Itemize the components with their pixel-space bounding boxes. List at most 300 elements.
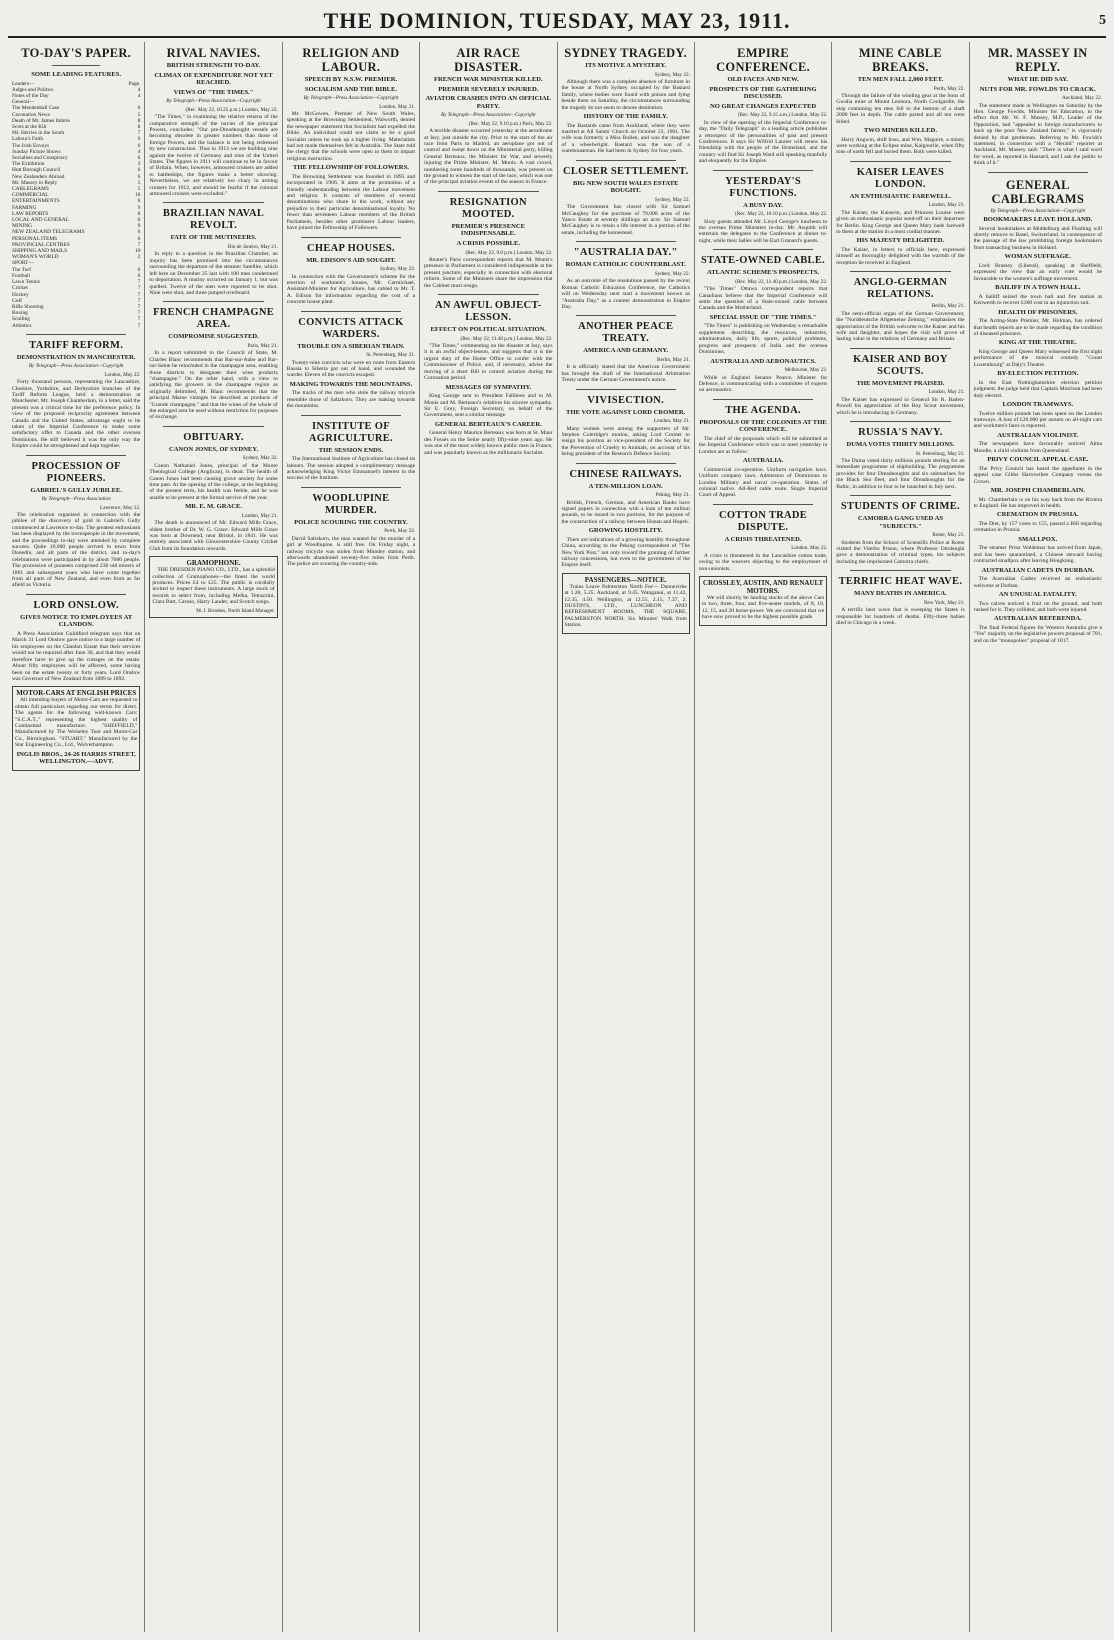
dateline: London, May 21. [241, 512, 278, 519]
index-line [12, 323, 140, 329]
index-label: Notes of the Day [12, 93, 49, 99]
cablegram-text: The final Federal figures for Western Australia give a "Yes" majority on the legislative powers proposal of 781, and on the "monopolies" proposal of 1017. [973, 625, 1102, 644]
dateline: Perth, May 22. [933, 85, 965, 92]
headline-peace-treaty: ANOTHER PEACE TREATY. [578, 321, 674, 345]
subhead: GIVES NOTICE TO EMPLOYEES AT CLANDON. [20, 613, 133, 629]
subhead: THE MOVEMENT PRAISED. [856, 379, 945, 387]
article-text: Reuter's Paris correspondent reports that M. Monis's presence in Parliament is considered indispensable at the present juncture, especially in connection with electoral reform. Some of the Ministers share the impression that the Cabinet must resign. [424, 257, 553, 289]
index-label: CABLEGRAMS [12, 186, 49, 193]
index-page: 10 [134, 248, 141, 255]
column-8 [969, 42, 1106, 1632]
divider [850, 495, 950, 496]
dateline: New York, May 21. [923, 599, 965, 606]
article-text: British, French, German, and American Banks have signed papers in connection with a loan of ten million pounds, to be issued in two portions, for the purpose of the construction of a railway between Hunan and Hupeh. [561, 499, 690, 525]
headline-chinese-railways: CHINESE RAILWAYS. [569, 468, 682, 480]
headline-massey-reply: MR. MASSEY IN REPLY. [988, 46, 1088, 74]
headline-state-cable: STATE-OWNED CABLE. [701, 255, 826, 267]
divider [988, 172, 1088, 173]
article-text: In connection with the Government's scheme for the erection of workmen's houses, Mr. Carmichael, Assistant-Minister for Agriculture, has cabled to Mr. T. A. Edison for information regarding the cost of a concrete house plant. [286, 273, 416, 306]
ad-text: We will shortly be landing stocks of the above Cars in two, three, four, and five-seater models, of 8, 10, 12, 15, and 20 horse-power. We are convinced that we have now proved to be the highest possible grade. [701, 594, 825, 621]
article-text: Canon Nathaniel Jones, principal of the Moore Theological College (Anglican), is dead. The health of Canon Jones had been causing grave anxiety for some time past. At the opening of the college, at the beginning of the present term, his health was feeble, and he was unable to be present at the formal service of the year. [149, 462, 278, 501]
index-page: 4 [137, 148, 141, 155]
subhead: NO GREAT CHANGES EXPECTED [709, 102, 817, 110]
article-text: Commercial co-operation. Uniform navigation laws. Uniform company laws. Admission of Dominions to London Military and naval co-operation. Status of colonial native. All-Red cable route. Single Imperial Court of Appeal. [698, 466, 828, 499]
index-label: General— [12, 99, 35, 106]
masthead-title: THE DOMINION, TUESDAY, MAY 23, 1911. [323, 8, 791, 33]
article-text: In view of the opening of the Imperial Conference to-day, the "Daily Telegraph" in a leading article publishes a retrospect of the personalities of past and present Conferences. It says Sir Wilfrid Laurier will renew his friendship with the people of the Homeland, and the country will find Sir Joseph Ward still speaking manfully and eloquently for the Empire. [698, 119, 828, 165]
headline-empire-conference: EMPIRE CONFERENCE. [716, 46, 811, 74]
subhead: HISTORY OF THE FAMILY. [583, 113, 668, 121]
subhead: PREMIER'S PRESENCE INDISPENSABLE. [451, 222, 526, 238]
subhead: OLD FACES AND NEW. [727, 76, 799, 83]
byline: By Telegraph—Press Association—Copyright [303, 95, 399, 102]
index-label: The Mendenhall Case [12, 105, 60, 112]
cablegram-title: LONDON TRAMWAYS. [1002, 400, 1074, 408]
headline-mine-cable: MINE CABLE BREAKS. [858, 46, 943, 74]
article-text: The International Institute of Agriculture has closed its labours. The session adopted a complimentary message acknowledging King Victor Emmanuel's interest in the success of the Institute. [286, 456, 416, 482]
subhead: NUTS FOR MR. FOWLDS TO CRACK. [979, 85, 1096, 93]
ad-text: Trains Leave Palmerston North For— Dannevirke at 1.20, 5.25. Auckland, at 9.45. Wanganui, at 11.42, 12.35, 4.50. Wellington, at 12.55, 2.15, 7.37, 2. DUSTIN'S, LTD., LUNCHEON AND REFRESHMENT ROOMS, THE SQUARE, PALMERSTON NORTH. Six Minutes' Walk from Station. [564, 583, 687, 629]
index-label: Boxing [12, 310, 28, 317]
dateline: (Rec. May 22, 9.15 a.m.) London, May 22. [737, 112, 828, 119]
divider [163, 426, 263, 427]
cablegram-text: The Australian Cadets received an enthusiastic welcome at Durban. [973, 576, 1102, 589]
headline-convicts: CONVICTS ATTACK WARDERS. [298, 316, 404, 340]
index-label: PERSONAL ITEMS [12, 235, 58, 242]
index-page: 7 [137, 279, 141, 286]
article-text: King George sent to President Fallières and to M. Monis and M. Berteaux's relatives his sincere sympathy. Sir E. Grey, Foreign Secretary, on behalf of the Government, sent a similar message. [424, 393, 553, 419]
article-text: "The Times," commenting on the disaster at Issy, says it is an awful object-lesson, and suggests that it is the urgent duty of the Home Office to confer with the Commissioner of Police, and, if necessary, advise the moving of a short Bill to control aviation during the Coronation period. [424, 343, 553, 382]
column-4 [419, 42, 556, 1632]
advertisement [149, 556, 277, 618]
index-label: Mr. Massey in Reply [12, 179, 58, 186]
ad-footer: INGLIS BROS., 24-26 HARRIS STREET, WELLINGTON.—ADVT. [16, 750, 136, 766]
article-text: "The Times" is publishing on Wednesday a remarkable supplement describing the resources, industries, administration, daily life, sports, political problems, progress and prospects of India and the oversea Dominions. [698, 323, 828, 356]
ad-footer: M. J. Brookes, North Island Manager. [196, 607, 275, 614]
ad-title: GRAMOPHONE. [186, 559, 241, 568]
index-label: Hockey [12, 291, 29, 298]
dateline: Lawrence, May 22. [100, 504, 141, 511]
divider [850, 161, 950, 162]
headline-procession: PROCESSION OF PIONEERS. [31, 460, 121, 484]
dateline: Rome, May 21. [932, 532, 965, 539]
subhead: MESSAGES OF SYMPATHY. [445, 383, 532, 391]
subhead: A CRISIS POSSIBLE. [456, 240, 521, 248]
divider [301, 237, 401, 238]
subhead: GROWING HOSTILITY. [588, 527, 663, 535]
headline-kaiser-leaves: KAISER LEAVES LONDON. [856, 166, 945, 190]
advertisement [699, 576, 827, 626]
index-page: 7 [137, 297, 141, 304]
headline-rival-navies: RIVAL NAVIES. [166, 46, 261, 60]
divider [438, 294, 538, 295]
article-text: The Kaiser, the Kaiserin, and Princess Louise were given an enthusiastic popular send-off on their departure for Berlin. King George and Queen Mary bade farewell to them at the station in a most cordial manner. [836, 209, 965, 236]
headline-agenda: THE AGENDA. [725, 404, 801, 416]
index-page: 7 [137, 285, 141, 292]
index-page: 6 [137, 173, 141, 180]
cablegram-title: KING AT THE THEATRE. [998, 339, 1077, 347]
cablegram-title: BAILIFF IN A TOWN HALL. [995, 284, 1081, 292]
divider [301, 487, 401, 488]
index-page: 7 [137, 241, 141, 248]
dateline: Peking, May 21. [655, 492, 690, 499]
dateline: Perth, May 22. [384, 528, 416, 535]
index-page: 8 [137, 117, 141, 124]
byline: By Telegraph—Press Association—Copyright [990, 207, 1086, 214]
cablegram-title: CREMATION IN PRUSSIA. [996, 511, 1079, 519]
index-label: ENTERTAINMENTS [12, 198, 60, 205]
index-label: NEW ZEALAND TELEGRAMS [12, 229, 85, 236]
index-label: Lawn Tennis [12, 279, 40, 286]
headline-anglo-german: ANGLO-GERMAN RELATIONS. [853, 277, 948, 301]
index-label: Judges and Politics [12, 86, 54, 93]
index-label: SHIPPING AND MAILS [12, 248, 68, 255]
column-1 [8, 42, 144, 1632]
cablegram-title: AN UNUSUAL FATALITY. [998, 591, 1077, 598]
cablegram-title: PRIVY COUNCIL APPEAL CASE. [987, 456, 1089, 464]
index-page: 7 [137, 291, 141, 298]
index-label: Scots at the Kilt [12, 124, 47, 131]
index-label: The Exhibition [12, 161, 45, 168]
subhead: THE VOTE AGAINST LORD CROMER. [566, 408, 686, 416]
dateline: London, May 21. [379, 103, 416, 110]
advertisement [12, 686, 140, 770]
index-page: 7 [137, 130, 141, 137]
subhead: PROPOSALS OF THE COLONIES AT THE CONFERENCE. [699, 418, 827, 434]
index-label: Cricket [12, 285, 28, 292]
index-page: 6 [137, 142, 141, 149]
subhead: MR. EDISON'S AID SOUGHT. [306, 256, 396, 264]
dateline: London, May 21. [653, 418, 690, 425]
subhead: THE SESSION ENDS. [318, 446, 384, 454]
divider [301, 415, 401, 416]
subhead: MAKING TOWARDS THE MOUNTAINS. [289, 380, 413, 388]
headline-religion-labour: RELIGION AND LABOUR. [302, 46, 400, 74]
divider [438, 191, 538, 192]
ad-title: PASSENGERS—NOTICE. [584, 575, 667, 584]
dateline: Melbourne, May 22. [784, 367, 828, 374]
cablegram-title: AUSTRALIAN CADETS IN DURBAN. [981, 566, 1095, 574]
article-text: A Press Association Guildford telegram says that on March 31 Lord Onslow gave notice to a large number of his employees on the Clandon Estate that their services would not be required after June 30, and that they would therefore have to give up the cottages on the estate. About fifty employees will be affected, some having been on the estate twenty or forty years. Lord Onslow was Governor of New Zealand from 1889 to 1892. [12, 631, 141, 682]
cablegram-title: HEALTH OF PRISONERS. [998, 308, 1078, 316]
index-label: Sunday Picture Shows [12, 148, 61, 155]
subhead: GENERAL BERTEAUX'S CAREER. [434, 420, 542, 428]
headline-functions: YESTERDAY'S FUNCTIONS. [725, 175, 801, 199]
index-page: 6 [137, 136, 141, 143]
column-2 [144, 42, 281, 1632]
cablegram-text: The steamer Prinz Waldemar has arrived from Japan, and has been quarantined, a Chinese steward having contracted smallpox after leaving Hongkong. [973, 545, 1102, 565]
dateline: London, May 22. [104, 371, 141, 378]
column-7 [831, 42, 968, 1632]
dateline: (Rec. May 22, 10.10 p.m.) London, May 22. [735, 211, 828, 218]
article-text: Harry Angwin, shift boss, and Wm. Maguire, a miner, were working at the Eclipse mine, Kalgoorlie, when fifty tons of earth fell and buried them. Both were killed. [836, 136, 965, 156]
headline-russia-navy: RUSSIA'S NAVY. [858, 426, 943, 438]
byline: By Telegraph—Press Association—Copyright [441, 112, 536, 119]
article-text: A crisis is threatened in the Lancashire cotton trade, owing to the weavers objecting to the employment of non-unionists. [698, 552, 828, 572]
divider [301, 311, 401, 312]
dateline: Berlin, May 21. [931, 303, 965, 310]
article-text: The Browning Settlement was founded in 1895 and incorporated in 1906. It aims at the promotion of a friendly understanding between the Labour movement and religion. It consists of members of several denominations who share in the work, without any prejudice to their particular denominational loyalty. No fewer than seventeen Labour members of the British Parliament, besides other prominent Labour leaders, have joined the Fellowship of Followers. [286, 173, 416, 232]
cablegram-text: In the East Nottinghamshire election petition judgment, the judge held that Captain Morrison had been duly elected. [973, 379, 1102, 399]
ad-title: MOTOR-CARS AT ENGLISH PRICES [16, 689, 137, 698]
index-page: 9 [137, 223, 141, 230]
ad-title: CROSSLEY, AUSTIN, AND RENAULT MOTORS. [702, 578, 824, 595]
index-label: Sculling [12, 316, 30, 323]
subhead: A TEN-MILLION LOAN. [588, 482, 663, 490]
index-page: 6 [137, 235, 141, 242]
dateline: St. Petersburg, May 21. [915, 450, 965, 457]
headline-tariff-reform: TARIFF REFORM. [29, 339, 124, 351]
dateline: Sydney, May 22. [242, 455, 278, 462]
index-page: 5 [137, 179, 141, 186]
article-text: Twenty-nine convicts who were en route from Eastern Russia to Siberia got out of hand, and wounded the warder. Eleven of the convicts escaped. [286, 359, 416, 379]
index-label: Death of Mr. James Imbrie [12, 117, 70, 124]
article-text: A terrible disaster occurred yesterday at the aerodrome at Issy, just outside the city. Prior to the start of the air race from Paris to Madrid, an aeroplane got out of control and swept down on the Ministerial party, killing General Berteaux, the Minister for War, and severely injuring the Prime Minister, M. Monis. A vast crowd, numbering some hundreds of thousands, was present on the ground to witness the start of the race, which was one of the principal aviation events of the season in France. [424, 128, 553, 186]
index-label: Mr. Herries in the South [12, 130, 65, 137]
article-text: General Henry Maurice Berteaux was born at St. Maur des Fossés on the Seine nearly fifty-nine years ago. He was one of the most widely known public men in France, and was popularly known as the millionaire Socialist. [424, 430, 553, 456]
index-page: 7 [137, 322, 141, 329]
dateline: Rio de Janeiro, May 21. [227, 244, 278, 251]
cablegram-title: AUSTRALIAN VIOLINIST. [997, 431, 1079, 439]
index-label: Hutt Borough Council [12, 167, 61, 174]
divider [850, 421, 950, 422]
index-page: 7 [137, 316, 141, 323]
cablegram-text: A bailiff seized the town hall and fire station at Kenwerth to recover £300 cost in an injunction suit. [973, 293, 1102, 307]
article-text: The tracks of the men who stole the railway tricycle resemble those of Saltzkorn. They are making towards the mountains. [286, 390, 416, 410]
subhead: COMPROMISE SUGGESTED. [168, 333, 259, 341]
index-page: 8 [137, 124, 141, 131]
subhead: SPEECH BY N.S.W. PREMIER. [304, 76, 398, 83]
subhead: A CRISIS THREATENED. [724, 535, 802, 543]
divider [576, 160, 676, 161]
subhead: EFFECT ON POLITICAL SITUATION. [430, 326, 547, 334]
headline-closer-settlement: CLOSER SETTLEMENT. [562, 165, 689, 177]
dateline: Sydney, May 22. [654, 196, 690, 203]
index-label: SPORT— [12, 260, 34, 267]
article-text: Through the failure of the winding gear at the Sons of Gwalia mine at Mount Leonora, North Coolgardie, the skip containing ten men fell to the bottom of a shaft 2000 feet in depth. The cable parted and all ten were killed. [836, 93, 965, 125]
columns [8, 42, 1106, 1632]
index-label: LAW REPORTS [12, 210, 49, 217]
article-text: The Government has closed with Sir Samuel McCaughey for the purchase of 79,000 acres of the Yanco Estate at seventy shillings an acre. Sir Samuel McCaughey is to retain a life interest in a portion of the estate, including the homestead. [561, 204, 690, 236]
cablegram-text: The Privy Council has heard the appellants in the appeal case Gibbs Harrowthee Company versus the Crown. [973, 465, 1102, 485]
headline-murder: WOODLUPINE MURDER. [312, 492, 390, 516]
article-text: "The Times," in examining the relative returns of the comparative strength of the navies of the principal Powers, concludes: "Our pre-Dreadnought vessels are becoming obsolete in greater numbers than those of foreign Powers, and the balance is not being redressed by new construction. Thus in 1913 we are building nine against the twelve of Germany and nine of the United States. The figures in 1911 will continue to be in favour of Britain. When, however, armoured cruisers are added to battleships, the figures make a better showing. Nevertheless, we are relatively too chary in arming cruisers for 1912, and should be fearful if the colonial armoured cruisers were excluded." [149, 114, 278, 198]
dateline: London, May 21. [928, 389, 965, 396]
subhead: TWO MINERS KILLED. [863, 127, 937, 135]
subhead: A BUSY DAY. [743, 201, 783, 209]
article-text: The semi-official organ of the German Government, the "Norddeutsche Allgemeine Zeitung," emphasises the appreciation of the British welcome to the Kaiser and his wife and daughter, and hopes the visit will prove of lasting value in the relations of Germany and Britain. [836, 310, 965, 343]
cablegram-title: AUSTRALIAN REFERENDA. [993, 615, 1082, 623]
subhead: BRITISH STRENGTH TO-DAY. [166, 62, 261, 69]
article-text: The death is announced of Mr. Edward Mills Grace, oldest brother of Dr. W. G. Grace. Edward Mills Grace was born at Downend, near Bristol, in 1841. He was entirely associated with Gloucestershire County Cricket Club from its foundation onwards. [149, 520, 278, 552]
article-text: The Duma voted thirty millions pounds sterling for an immediate programme of shipbuilding. The programme provides for four Dreadnoughts and six submarines for the Black Sea fleet, and four Dreadnoughts for the Baltic, in addition to four to be launched in July next. [836, 457, 965, 490]
index-label: COMMERCIAL [12, 192, 49, 199]
index-page: 6 [137, 272, 141, 279]
headline-todays-paper: TO-DAY'S PAPER. [21, 46, 132, 60]
subhead: DEMONSTRATION IN MANCHESTER. [16, 353, 136, 361]
article-text: The Bastards came from Auckland, where they were married at All Saints' Church on October 23, 1901. The wife was formerly a Miss Bullen, and was the daughter of a wheelwright. Bastard was the son of a warehouseman. He had been in Sydney for four years. [561, 122, 690, 155]
subhead: SPECIAL ISSUE OF "THE TIMES." [709, 313, 817, 321]
article-text: Sixty guests attended Mr. Lloyd George's luncheon to the oversea Prime Ministers to-day. Mr. Asquith will entertain the delegates to the Conference at dinner to-night, while their ladies will be Earl Granard's guests. [698, 218, 828, 244]
divider [713, 249, 813, 250]
cablegram-title: WOMAN SUFFRAGE. [1004, 253, 1071, 261]
index-label: MINING [12, 223, 33, 230]
index-page: 6 [137, 155, 141, 162]
headline-heat-wave: TERRIFIC HEAT WAVE. [838, 576, 963, 588]
subhead: AVIATOR CRASHES INTO AN OFFICIAL PARTY. [425, 95, 552, 110]
article-text: In a report submitted to the Council of State, M. Charles Blanc recommends that Bar-sur-Aube and Bar-sur-Seine be reincluded in the champagne area, enabling those districts to designate their wine products "champagne." On the other hand, with a view to satisfying the growers in the champagne region as originally delimited, M. Blanc recommends that the principal Marne vintages be described as products of "Grande champagne," and that the wines of the whole of the enlarged area be used without restriction for purposes of exchange. [149, 350, 278, 421]
headline-object-lesson: AN AWFUL OBJECT-LESSON. [435, 300, 542, 324]
article-text: As an outcome of the resolutions passed by the recent Roman Catholic Education Conference, the Catholics will on Wednesday next start a movement known as "Australia Day," as a counter demonstration to Empire Day. [561, 278, 690, 310]
dateline: Berlin, May 21. [657, 356, 690, 363]
cablegram-text: The Diet, by 157 votes to 155, passed a Bill regarding cremation in Prussia. [973, 520, 1102, 534]
cablegram-title: BY-ELECTION PETITION. [997, 370, 1079, 378]
headline-general-cablegrams: GENERAL CABLEGRAMS [991, 177, 1085, 206]
subhead: GABRIEL'S GULLY JUBILEE. [30, 486, 123, 494]
dateline: Auckland, May 22. [1061, 95, 1102, 102]
index-page: 7 [137, 303, 141, 310]
index-page: 6 [137, 266, 141, 273]
subhead: ROMAN CATHOLIC COUNTERBLAST. [565, 261, 686, 269]
subhead: TEN MEN FALL 2,000 FEET. [857, 76, 944, 83]
cablegram-text: Several bookmakers at Middelburg and Flushing will shortly remove to Basel, Switzerland, in consequence of the passage of the law prohibiting foreign bookmakers from transacting business in Holland. [973, 225, 1102, 251]
cablegram-text: King George and Queen Mary witnessed the first night performance of the musical comedy "Count Luxembourg" at Daly's Theatre. [973, 348, 1102, 368]
index-label: New Zealanders Abroad [12, 173, 65, 180]
headline-obituary: OBITUARY. [183, 431, 244, 443]
dateline: Sydney, May 22. [654, 270, 690, 277]
divider [163, 301, 263, 302]
index-label: The Irish Envoys [12, 142, 50, 149]
subhead: SOCIALISM AND THE BIBLE. [304, 85, 398, 93]
ad-text: All intending buyers of Motor-Cars are requested to obtain full particulars regarding our terms for direct. The agents for the following well-known Cars: "S.C.A.T.," representing the highest quality of Continental manufacture. "SHEFFIELD," Manufactured by The Wolseley Tool and Motor-Car Co., Birmingham. "STUART," Manufactured by the Star Engineering Co., Ltd., Wolverhampton. [15, 697, 138, 749]
subhead: MANY DEATHS IN AMERICA. [854, 590, 947, 598]
index-label: Rifle Shooting [12, 303, 44, 310]
divider [26, 594, 126, 595]
subhead: MR. E. M. GRACE. [185, 503, 243, 511]
article-text: It is officially stated that the American Government has brought the draft of the International Arbitration Treaty under the German Government's notice. [561, 364, 690, 384]
divider [850, 348, 950, 349]
subhead: FATE OF THE MUTINEERS. [170, 234, 257, 242]
subhead: ITS MOTIVE A MYSTERY. [585, 62, 667, 69]
index-label: Socialists and Conspiracy [12, 155, 68, 162]
article-text: The Kaiser has expressed to General Sir R. Baden-Powell his appreciation of the Boy Scout movement, which he is introducing in Germany. [836, 396, 965, 416]
subhead: VIEWS OF "THE TIMES." [173, 88, 254, 96]
index-page: 5 [137, 111, 141, 118]
dateline: (Rec. May 22, 9.10 p.m.) Paris, May 22. [468, 120, 553, 127]
article-text: David Saltzkorn, the man wanted for the murder of a girl at Woodlupine, is still free. On Friday night, a railway tricycle was stolen from Mundey station, and afterwards abandoned seventy-five miles from Perth. The police are scouring the country-side. [286, 535, 416, 568]
headline-students-crime: STUDENTS OF CRIME. [840, 500, 960, 512]
article-text: Forty thousand persons, representing the Lancashire, Cheshire, Yorkshire, and Derbyshire branches of the Tariff Reform League, held a demonstration at Manchester. Mr. Joseph Chamberlain, in a letter, said the present was a critical time for the preference policy. In view of the proposed reciprocity agreement between Canada and the United States, advantage ought to be taken of the Imperial Conference to make some satisfactory offer to Canada and the other oversea Dominions. He still believed it was the only way the Empire could be strengthened and kept together. [12, 379, 141, 450]
index-label: Leaders— [12, 80, 35, 87]
dateline: St. Petersburg, May 21. [366, 352, 416, 359]
cablegram-text: The Acting-State Premier, Mr. Holman, has ordered that health reports are to be made regarding the condition of diseased prisoners. [973, 318, 1102, 337]
subhead: TROUBLE ON A SIBERIAN TRAIN. [297, 342, 405, 350]
dateline: (Rec. May 22, 11.40 p.m.) London, May 22. [735, 278, 828, 285]
index-page: 4 [137, 93, 141, 99]
cablegram-text: The newspapers have favourably noticed Alma Moodie, a child violinist from Queensland. [973, 441, 1102, 454]
headline-vivisection: VIVISECTION. [587, 394, 665, 406]
ad-text: THE DRESDEN PIANO CO., LTD., has a splendid collection of Gramophones—the finest the world produces. Prices £4 to £25. The public is cordially invited to inspect these instruments. A large stock of records to select from, including Melba, Tetrazzini, Clara Butt, Caruso, Harry Lauder, and Scotch songs. [152, 567, 275, 606]
index-page: 8 [137, 210, 141, 217]
headline-resignation: RESIGNATION MOOTED. [449, 196, 527, 220]
article-text: A terrific heat wave that is sweeping the States is responsible for hundreds of deaths. Fifty-three babies died in Chicago in a week. [836, 607, 965, 626]
subhead: BIG NEW SOUTH WALES ESTATE BOUGHT. [572, 179, 679, 195]
index-label: WOMAN'S WORLD [12, 254, 59, 261]
headline-cotton: COTTON TRADE DISPUTE. [719, 509, 808, 533]
index-label: Golf [12, 297, 22, 304]
article-text: While in England Senator Pearce, Minister for Defence, is communicating with a committee of experts on aeronautics. [698, 374, 828, 394]
dateline: (Rec. May 22, 9.0 p.m.) London, May 22. [465, 249, 553, 256]
index-page: 7 [137, 310, 141, 317]
subhead: CAMORRA GANG USED AS "SUBJECTS." [857, 514, 944, 530]
index-list [12, 81, 140, 329]
divider [576, 241, 676, 242]
subhead: AMERICA AND GERMANY. [583, 347, 669, 355]
headline-sydney-tragedy: SYDNEY TRAGEDY. [564, 46, 688, 60]
subhead: AUSTRALIA. [742, 457, 784, 465]
article-text: The statement made in Wellington on Saturday by the Hon. George Fowlds, Minister for Education, to the effect that Mr. W. F. Massey, M.P., Leader of the Opposition, had "appealed to foreign manufacturers to back up the poor New Zealand farmer," is vigorously denied by that gentleman. Referring to Mr. Fowlds's statement, in connection with a "Herald" reporter at Auckland, Mr. Massey said: "There is what I said word for word, as reported in Hansard, and I ask the public to think of it." [973, 102, 1102, 167]
index-page: 4 [137, 86, 141, 93]
column-5 [557, 42, 694, 1632]
index-page: 6 [137, 167, 141, 174]
index-page: 3 [137, 161, 141, 168]
article-text: The Kaiser, in letters to officials here, expressed himself as thoroughly delighted with the warmth of the reception he received in England. [836, 247, 965, 266]
subhead: AUSTRALIA AND AERONAUTICS. [710, 357, 816, 365]
dateline: Sydney, May 22. [654, 71, 690, 78]
subhead: DUMA VOTES THIRTY MILLIONS. [846, 440, 955, 448]
index-page: 6 [137, 229, 141, 236]
index-page: 6 [137, 105, 141, 112]
headline-institute: INSTITUTE OF AGRICULTURE. [308, 420, 393, 444]
divider [713, 504, 813, 505]
column-3 [282, 42, 419, 1632]
cablegram-text: Mr. Chamberlain is on his way back from the Riviera to England. He has improved in health. [973, 496, 1102, 509]
article-text: In reply to a question in the Brazilian Chamber, an inquiry has been promised into the circumstances surrounding the departure of the steamer Satellite, which left here on December 25 last with 100 men condemned to deportation. A mutiny occurred on January 1, but was quelled. Twelve of the men were reported to be shot. Nine were shot, and three jumped overboard. [149, 251, 278, 296]
dateline: London, May 22. [791, 545, 828, 552]
index-label: Football [12, 272, 30, 279]
subhead: POLICE SCOURING THE COUNTRY. [294, 518, 408, 526]
subhead: CANON JONES, OF SYDNEY. [169, 445, 259, 453]
subhead: FRENCH WAR MINISTER KILLED. [433, 76, 543, 83]
divider [26, 455, 126, 456]
headline-australia-day: "AUSTRALIA DAY." [573, 247, 678, 259]
byline: By Telegraph—Press Association [41, 496, 111, 503]
divider [576, 389, 676, 390]
dateline: (Rec. May 22, 10.25 p.m.) London, May 22. [185, 106, 278, 113]
divider [163, 202, 263, 203]
subhead: HIS MAJESTY DELIGHTED. [856, 237, 945, 245]
subhead: PREMIER SEVERELY INJURED. [438, 85, 539, 93]
divider [576, 315, 676, 316]
article-text: "The Times" Ottawa correspondent reports that Canadians believe that the Imperial Conference will settle the question of a State-owned cable between Canada and the Motherland. [698, 286, 828, 312]
index-label: LOCAL AND GENERAL [12, 217, 69, 224]
headline-air-race: AIR RACE DISASTER. [454, 46, 523, 74]
subhead-leading-features: SOME LEADING FEATURES. [31, 71, 122, 78]
subhead: CLIMAX OF EXPENDITURE NOT YET REACHED. [154, 71, 273, 87]
article-text: Students from the School of Scientific Police at Rome visited the Viterbo Prison, where Professor Ottolenghi gave a demonstration of criminal types, his subjects including the imprisoned Camorra chiefs. [836, 539, 965, 565]
column-6 [694, 42, 831, 1632]
subhead: THE FELLOWSHIP OF FOLLOWERS. [292, 164, 409, 172]
index-page: 5 [137, 186, 141, 193]
dateline: (Rec. May 22, 11.40 p.m.) London, May 22. [460, 335, 553, 342]
dateline: Sydney, May 22. [380, 266, 416, 273]
divider [850, 570, 950, 571]
dateline: London, May 21. [928, 202, 965, 209]
subhead: ATLANTIC SCHEME'S PROSPECTS. [706, 269, 820, 277]
article-text: Many women were among the supporters of Mr. Stephen Coleridge's motion, asking Lord Cromer to resign his position as vice-president of the Society for the Prevention of Cruelty to Animals, on account of his being president of the Research Defence Society. [561, 425, 690, 458]
divider [713, 170, 813, 171]
headline-boy-scouts: KAISER AND BOY SCOUTS. [853, 353, 948, 377]
